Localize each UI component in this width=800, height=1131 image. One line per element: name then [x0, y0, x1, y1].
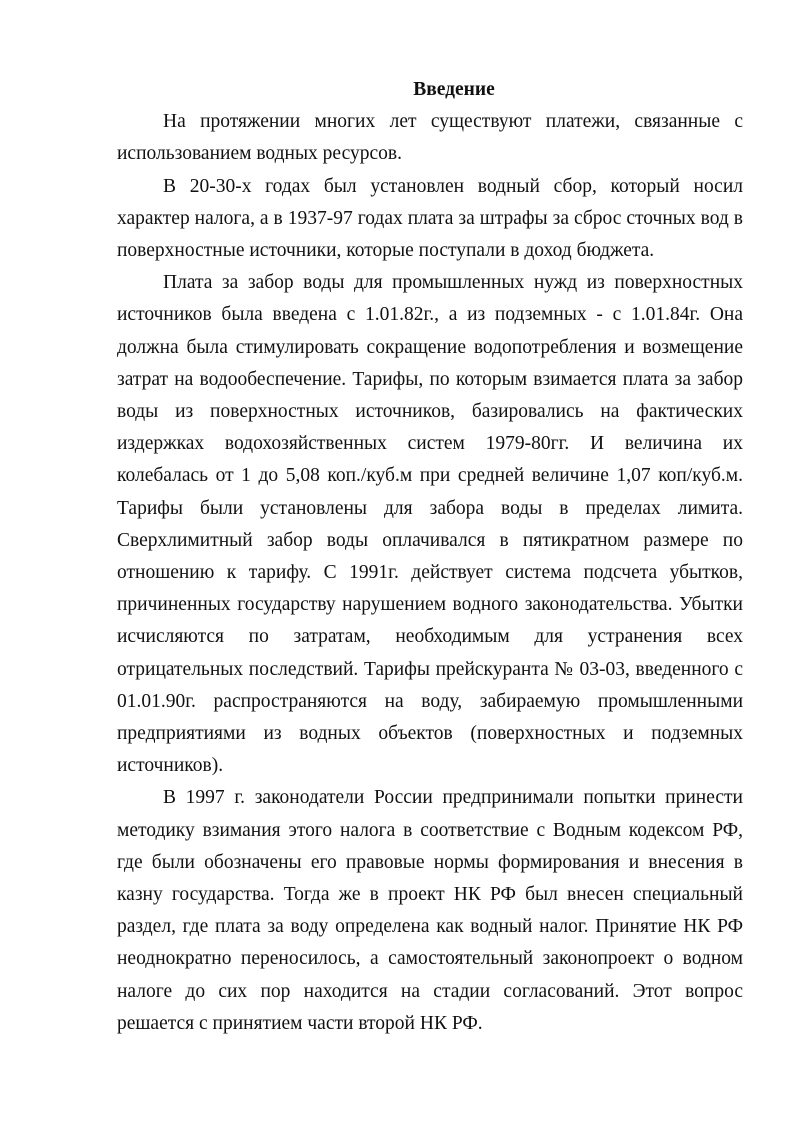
- paragraph-4: В 1997 г. законодатели России предпринимали попытки принести методику взимания этого налога в соответствие с Водным кодексом РФ, где были обозначены его правовые нормы формирования и внесения в казну государства. Тогда же в проект НК РФ был внесен специальный раздел, где плата за воду определена как водный налог. Принятие НК РФ неоднократно переносилось, а самостоятельный законопроект о водном налоге до сих пор находится на стадии согласований. Этот вопрос решается с принятием части второй НК РФ.: [117, 787, 743, 1034]
- paragraph-3: Плата за забор воды для промышленных нужд из поверхностных источников была введена с 1.01.82г., а из подземных - с 1.01.84г. Она должна была стимулировать сокращение водопотребления и возмещение затрат на водообеспечение. Тарифы, по которым взимается плата за забор воды из поверхностных источников, базировались на фактических издержках водохозяйственных систем 1979-80гг. И величина их колебалась от 1 до 5,08 коп./куб.м при средней величине 1,07 коп/куб.м. Тарифы были установлены для забора воды в пределах лимита. Сверхлимитный забор воды оплачивался в пятикратном размере по отношению к тарифу. С 1991г. действует система подсчета убытков, причиненных государству нарушением водного законодательства. Убытки исчисляются по затратам, необходимым для устранения всех отрицательных последствий. Тарифы прейскуранта № 03-03, введенного с 01.01.90г. распространяются на воду, забираемую промышленными предприятиями из водных объектов (поверхностных и подземных источников).: [117, 272, 743, 777]
- page-title: Введение: [413, 79, 495, 100]
- document-page: [117, 74, 743, 1040]
- paragraph-2: В 20-30-х годах был установлен водный сбор, который носил характер налога, а в 1937-97 годах плата за штрафы за сброс сточных вод в поверхностные источники, которые поступали в доход бюджета.: [117, 175, 743, 262]
- paragraph-1: На протяжении многих лет существуют платежи, связанные с использованием водных ресурсов.: [117, 111, 743, 165]
